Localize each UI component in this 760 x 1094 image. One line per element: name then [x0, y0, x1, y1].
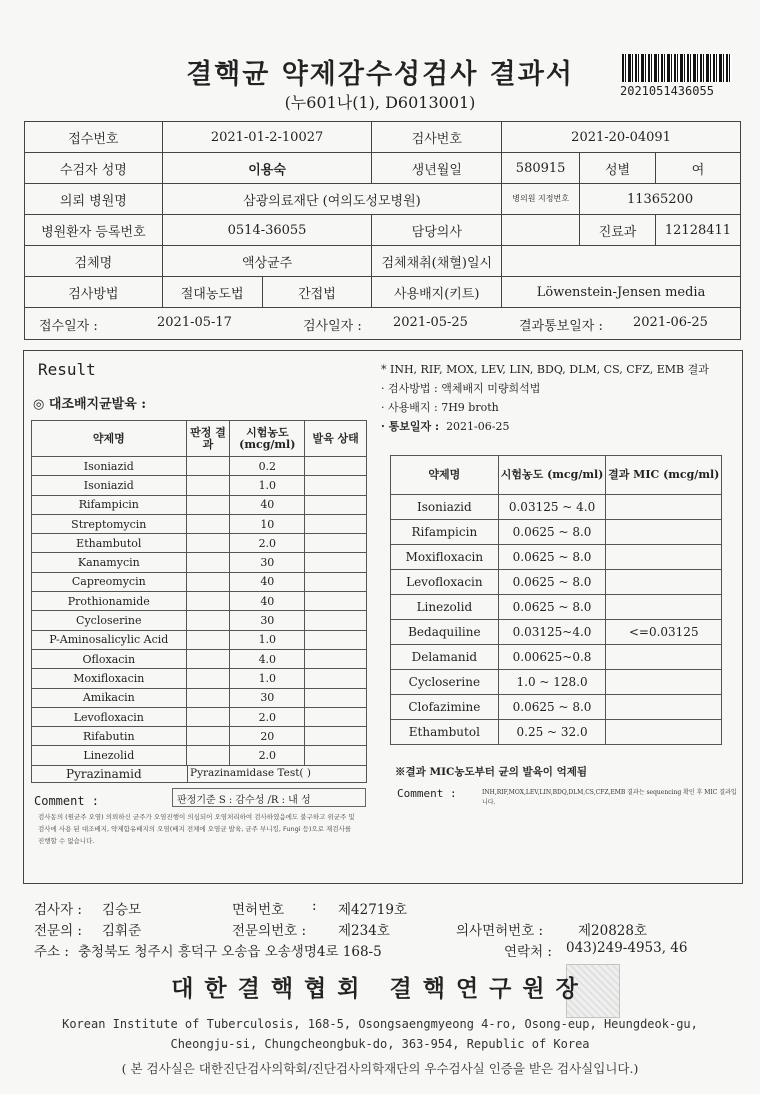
comment-label: Comment :: [34, 794, 100, 808]
barcode-number: 2021051436055: [620, 84, 714, 98]
table-row: [391, 695, 722, 720]
drug-name: Isoniazid: [32, 476, 187, 495]
pyrazinamidase-test: Pyrazinamidase Test( ): [187, 766, 368, 782]
pyrazinamide-row: [31, 765, 367, 783]
table-row: [391, 545, 722, 570]
drug-name: Levofloxacin: [32, 707, 187, 726]
col-judgement: 판정 결과: [186, 421, 230, 457]
concentration: 30: [230, 611, 305, 630]
table-row: [391, 520, 722, 545]
mic-range: 0.00625~0.8: [498, 645, 606, 670]
drug-name: Moxifloxacin: [32, 669, 187, 688]
judgement-cell: [186, 514, 230, 533]
specialist-label: 전문의 :: [34, 923, 82, 939]
name-label: 수검자 성명: [25, 153, 163, 184]
document-code: (누601나(1), D6013001): [284, 93, 476, 112]
drug-name: Rifampicin: [32, 495, 187, 514]
liquid-medium-line: · 사용배지 : 7H9 broth: [381, 401, 499, 414]
drug-name: Streptomycin: [32, 514, 187, 533]
table-row: [32, 592, 367, 611]
drug-name: Capreomycin: [32, 572, 187, 591]
mic-result: [606, 570, 722, 595]
receipt-date: 2021-05-17: [157, 315, 232, 330]
growth-cell: [305, 630, 367, 649]
table-row: [32, 669, 367, 688]
judgement-cell: [186, 727, 230, 746]
mic-drug-name: Bedaquiline: [391, 620, 499, 645]
judgement-cell: [186, 592, 230, 611]
drug-name: Ofloxacin: [32, 649, 187, 668]
license-label: 면허번호: [232, 902, 285, 918]
method: 절대농도법: [162, 277, 262, 308]
growth-cell: [305, 553, 367, 572]
phone-label: 연락처 :: [504, 944, 552, 960]
hospital-code: 11365200: [580, 184, 741, 215]
mic-drug-name: Ethambutol: [391, 720, 499, 745]
concentration: 2.0: [230, 707, 305, 726]
mic-range: 0.03125~4.0: [498, 620, 606, 645]
mic-drug-name: Linezolid: [391, 595, 499, 620]
growth-cell: [305, 649, 367, 668]
judgement-cell: [186, 572, 230, 591]
table-row: [391, 570, 722, 595]
dob-label: 생년월일: [372, 153, 502, 184]
mic-result: [606, 695, 722, 720]
specimen: 액상균주: [162, 246, 372, 277]
table-row: [32, 495, 367, 514]
drug-name: Kanamycin: [32, 553, 187, 572]
medium: Löwenstein-Jensen media: [502, 277, 741, 308]
table-row: [391, 495, 722, 520]
liquid-method-info: [381, 360, 739, 436]
drug-name: Amikacin: [32, 688, 187, 707]
liquid-report-date: 2021-06-25: [446, 420, 510, 433]
concentration: 1.0: [230, 669, 305, 688]
judgement-cell: [186, 688, 230, 707]
growth-cell: [305, 476, 367, 495]
mic-range: 0.0625 ~ 8.0: [498, 595, 606, 620]
judgement-cell: [186, 534, 230, 553]
address: 충청북도 청주시 흥덕구 오송읍 오송생명4로 168-5: [78, 944, 382, 960]
judgement-cell: [186, 495, 230, 514]
method-label: 검사방법: [25, 277, 163, 308]
mic-range: 0.0625 ~ 8.0: [498, 695, 606, 720]
table-row: [391, 620, 722, 645]
concentration: 40: [230, 495, 305, 514]
mic-result: [606, 520, 722, 545]
growth-cell: [305, 707, 367, 726]
judgement-cell: [186, 611, 230, 630]
col-concentration: 시험농도 (mcg/ml): [230, 421, 305, 457]
mic-result: [606, 670, 722, 695]
receipt-no-label: 접수번호: [25, 122, 163, 153]
table-row: [391, 645, 722, 670]
address-label: 주소 :: [34, 944, 69, 960]
concentration: 40: [230, 572, 305, 591]
mic-range: 1.0 ~ 128.0: [498, 670, 606, 695]
growth-cell: [305, 592, 367, 611]
mic-result: [606, 545, 722, 570]
table-row: [32, 553, 367, 572]
license: 제42719호: [338, 902, 408, 918]
collection-label: 검체채취(채혈)일시: [372, 246, 502, 277]
concentration: 2.0: [230, 534, 305, 553]
mic-drug-name: Levofloxacin: [391, 570, 499, 595]
table-row: [32, 746, 367, 765]
result-title: Result: [38, 360, 96, 379]
table-row: [391, 670, 722, 695]
receipt-no: 2021-01-2-10027: [162, 122, 372, 153]
doctor-license: 제20828호: [578, 923, 648, 939]
test-no: 2021-20-04091: [502, 122, 741, 153]
specimen-label: 검체명: [25, 246, 163, 277]
organization-name: 대한결핵협회 결핵연구원장: [171, 975, 589, 1002]
examiner: 김승모: [102, 902, 142, 918]
concentration: 30: [230, 553, 305, 572]
control-growth-label: ◎ 대조배지균발육 :: [33, 397, 147, 412]
department: 12128411: [655, 215, 740, 246]
table-row: [32, 514, 367, 533]
growth-cell: [305, 688, 367, 707]
concentration: 30: [230, 688, 305, 707]
table-row: [32, 572, 367, 591]
concentration: 0.2: [230, 457, 305, 476]
doctor: [502, 215, 580, 246]
mic-range: 0.03125 ~ 4.0: [498, 495, 606, 520]
doctor-license-label: 의사면허번호 :: [456, 923, 544, 939]
drug-name: Linezolid: [32, 746, 187, 765]
table-row: [391, 720, 722, 745]
mic-drug-name: Delamanid: [391, 645, 499, 670]
comment-right-text: INH,RIF,MOX,LEV,LIN,BDQ,DLM,CS,CFZ,EMB 결과는 sequencing 확인 후 MIC 결과입니다.: [482, 789, 737, 806]
growth-cell: [305, 572, 367, 591]
mic-note: ※결과 MIC농도부터 균의 발육이 억제됨: [395, 766, 588, 778]
dob: 580915: [502, 153, 580, 184]
growth-cell: [305, 457, 367, 476]
receipt-date-label: 접수일자 :: [39, 319, 98, 334]
phone: 043)249-4953, 46: [566, 940, 688, 956]
pyrazinamide-drug: Pyrazinamid: [66, 767, 142, 781]
report-date-label: 결과통보일자 :: [519, 319, 603, 334]
table-row: [32, 630, 367, 649]
examiner-label: 검사자 :: [34, 902, 82, 918]
table-row: [32, 476, 367, 495]
growth-cell: [305, 669, 367, 688]
growth-cell: [305, 611, 367, 630]
drug-name: Ethambutol: [32, 534, 187, 553]
table-row: [391, 595, 722, 620]
mic-result: [606, 720, 722, 745]
mic-drug-name: Rifampicin: [391, 520, 499, 545]
judgement-cell: [186, 669, 230, 688]
drug-name: Prothionamide: [32, 592, 187, 611]
judgement-legend: 판정기준 S : 감수성 /R : 내 성: [172, 788, 366, 807]
hospital: 삼광의료재단 (여의도성모병원): [162, 184, 501, 215]
mic-range: 0.0625 ~ 8.0: [498, 545, 606, 570]
table-row: [32, 534, 367, 553]
growth-cell: [305, 746, 367, 765]
mic-result: [606, 595, 722, 620]
concentration: 2.0: [230, 746, 305, 765]
judgement-cell: [186, 649, 230, 668]
judgement-cell: [186, 457, 230, 476]
table-row: [32, 727, 367, 746]
sex: 여: [655, 153, 740, 184]
table-row: [32, 611, 367, 630]
drug-name: Cycloserine: [32, 611, 187, 630]
mic-col-range: 시험농도 (mcg/ml): [498, 456, 606, 495]
table-row: [32, 457, 367, 476]
doctor-label: 담당의사: [372, 215, 502, 246]
judgement-cell: [186, 630, 230, 649]
report-date: 2021-06-25: [633, 315, 708, 330]
mic-col-result: 결과 MIC (mcg/ml): [606, 456, 722, 495]
concentration: 40: [230, 592, 305, 611]
comment-right-label: Comment :: [397, 787, 457, 800]
collection: [502, 246, 741, 277]
mic-range: 0.25 ~ 32.0: [498, 720, 606, 745]
medium-label: 사용배지(키트): [372, 277, 502, 308]
mic-drug-name: Clofazimine: [391, 695, 499, 720]
mic-range: 0.0625 ~ 8.0: [498, 570, 606, 595]
drug-name: Isoniazid: [32, 457, 187, 476]
mic-result: [606, 495, 722, 520]
drug-name: P-Aminosalicylic Acid: [32, 630, 187, 649]
hospital-code-label: 병의원 지정번호: [502, 184, 580, 215]
dates-row: [24, 307, 741, 340]
test-no-label: 검사번호: [372, 122, 502, 153]
col-growth: 발육 상태: [305, 421, 367, 457]
mic-drug-name: Moxifloxacin: [391, 545, 499, 570]
certification-note: ( 본 검사실은 대한진단검사의학회/진단검사의학재단의 우수검사실 인증을 받은 검사실입니다.): [121, 1061, 639, 1076]
english-address-1: Korean Institute of Tuberculosis, 168-5, Osongsaengmyeong 4-ro, Osong-eup, Heungdeok-gu,: [62, 1017, 698, 1031]
specialist: 김휘준: [102, 923, 142, 939]
concentration: 1.0: [230, 476, 305, 495]
test-date-label: 검사일자 :: [303, 319, 362, 334]
growth-cell: [305, 727, 367, 746]
barcode-icon: [622, 54, 732, 82]
judgement-cell: [186, 553, 230, 572]
test-date: 2021-05-25: [393, 315, 468, 330]
sex-label: 성별: [580, 153, 656, 184]
liquid-method-line: · 검사방법 : 액체배지 미량희석법: [381, 382, 541, 395]
judgement-cell: [186, 707, 230, 726]
document-title: 결핵균 약제감수성검사 결과서: [186, 59, 574, 90]
table-row: [32, 688, 367, 707]
mic-result: [606, 645, 722, 670]
method-indirect: 간접법: [262, 277, 372, 308]
growth-cell: [305, 495, 367, 514]
mic-result: <=0.03125: [606, 620, 722, 645]
fine-print: 검사동의 (원균주 오염) 의뢰하신 균주가 오염진행이 의심되어 오염처리하여 검사하였음에도 불구하고 위균주 및 검사에 사용 된 대조배지, 약제함유배지의 오염(배지 전체에 오염균 발육, 균주 부니킹, Fungi 등)으로 재검사를 진행할 수 없습니다.: [38, 813, 355, 845]
specialist-no: 제234호: [338, 923, 390, 939]
judgement-cell: [186, 746, 230, 765]
hospital-label: 의뢰 병원명: [25, 184, 163, 215]
mic-drug-name: Isoniazid: [391, 495, 499, 520]
growth-cell: [305, 514, 367, 533]
concentration: 1.0: [230, 630, 305, 649]
department-label: 진료과: [580, 215, 656, 246]
patient-reg-label: 병원환자 등록번호: [25, 215, 163, 246]
patient-info-table: [24, 121, 741, 308]
liquid-drugs-line: * INH, RIF, MOX, LEV, LIN, BDQ, DLM, CS, CFZ, EMB 결과: [381, 363, 709, 376]
growth-cell: [305, 534, 367, 553]
mic-drug-name: Cycloserine: [391, 670, 499, 695]
table-row: [32, 707, 367, 726]
judgement-cell: [186, 476, 230, 495]
mic-range: 0.0625 ~ 8.0: [498, 520, 606, 545]
table-row: [32, 649, 367, 668]
specialist-no-label: 전문의번호 :: [232, 923, 307, 939]
drug-name: Rifabutin: [32, 727, 187, 746]
mic-table: [390, 455, 722, 745]
concentration: 4.0: [230, 649, 305, 668]
patient-name: 이용숙: [162, 153, 372, 184]
mic-col-drug: 약제명: [391, 456, 499, 495]
patient-reg: 0514-36055: [162, 215, 372, 246]
concentration: 10: [230, 514, 305, 533]
english-address-2: Cheongju-si, Chungcheongbuk-do, 363-954, Republic of Korea: [170, 1037, 590, 1051]
liquid-report-label: · 통보일자 :: [381, 420, 440, 433]
col-drug: 약제명: [32, 421, 187, 457]
solid-medium-table: [31, 420, 367, 766]
concentration: 20: [230, 727, 305, 746]
